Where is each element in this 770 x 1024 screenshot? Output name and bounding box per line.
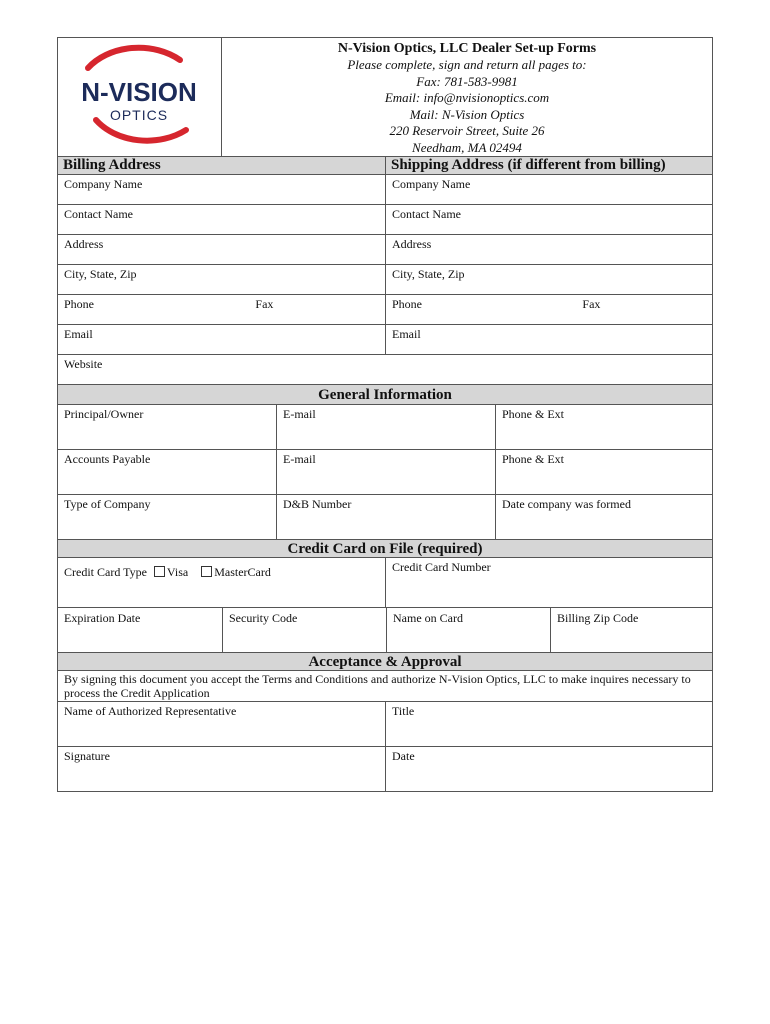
general-heading-row xyxy=(58,384,712,404)
billing-address-field[interactable]: Address xyxy=(64,237,104,251)
mastercard-checkbox[interactable] xyxy=(201,566,212,577)
credit-heading: Credit Card on File (required) xyxy=(58,540,712,557)
acceptance-text: By signing this document you accept the Terms and Conditions and authorize N-Vision Optics, LLC to make inquires necessary to process the Credit Application xyxy=(64,672,691,700)
website-row xyxy=(58,354,712,384)
address-row xyxy=(58,234,712,264)
principal-email-field[interactable]: E-mail xyxy=(276,405,495,449)
address-headers-row xyxy=(58,156,712,174)
ap-email-field[interactable]: E-mail xyxy=(276,450,495,494)
email-line: Email: info@nvisionoptics.com xyxy=(384,90,550,105)
billing-zip-field[interactable]: Billing Zip Code xyxy=(550,608,712,652)
date-formed-field[interactable]: Date company was formed xyxy=(495,495,712,539)
ap-phone-field[interactable]: Phone & Ext xyxy=(495,450,712,494)
dnb-number-field[interactable]: D&B Number xyxy=(276,495,495,539)
accounts-payable-row xyxy=(58,449,712,494)
acceptance-text-row xyxy=(58,670,712,701)
mastercard-label: MasterCard xyxy=(214,565,271,579)
type-of-company-field[interactable]: Type of Company xyxy=(64,497,151,511)
visa-label: Visa xyxy=(166,565,189,579)
logo-wordmark: N-VISION xyxy=(81,77,197,107)
company-row xyxy=(58,174,712,204)
shipping-company-field[interactable]: Company Name xyxy=(385,175,712,204)
billing-city-field[interactable]: City, State, Zip xyxy=(64,267,137,281)
security-code-field[interactable]: Security Code xyxy=(222,608,386,652)
billing-email-field[interactable]: Email xyxy=(64,327,93,341)
form-title: N-Vision Optics, LLC Dealer Set-up Forms xyxy=(337,41,597,56)
billing-contact-field[interactable]: Contact Name xyxy=(64,207,133,221)
contact-row xyxy=(58,204,712,234)
phone-fax-row xyxy=(58,294,712,324)
signature-field[interactable]: Signature xyxy=(64,749,110,763)
billing-heading: Billing Address xyxy=(58,157,385,174)
card-type-row xyxy=(58,557,712,607)
representative-field[interactable]: Name of Authorized Representative xyxy=(64,704,237,718)
visa-checkbox[interactable] xyxy=(154,566,165,577)
billing-phone-field[interactable]: Phone xyxy=(64,297,94,311)
shipping-phone-field[interactable]: Phone xyxy=(385,295,576,324)
shipping-heading: Shipping Address (if different from billing) xyxy=(385,157,712,174)
card-type-label: Credit Card Type xyxy=(64,565,147,579)
shipping-email-field[interactable]: Email xyxy=(385,325,712,354)
principal-field[interactable]: Principal/Owner xyxy=(64,407,144,421)
company-type-row xyxy=(58,494,712,539)
shipping-fax-field[interactable]: Fax xyxy=(582,297,601,311)
date-field[interactable]: Date xyxy=(385,747,712,791)
contact-info xyxy=(222,38,712,156)
signature-row xyxy=(58,746,712,791)
credit-heading-row xyxy=(58,539,712,557)
logo-subtitle: OPTICS xyxy=(109,107,169,123)
principal-phone-field[interactable]: Phone & Ext xyxy=(495,405,712,449)
principal-row xyxy=(58,404,712,449)
city-line: Needham, MA 02494 xyxy=(412,139,522,155)
acceptance-heading-row xyxy=(58,652,712,670)
title-field[interactable]: Title xyxy=(385,702,712,746)
shipping-address-field[interactable]: Address xyxy=(385,235,712,264)
card-number-field[interactable]: Credit Card Number xyxy=(385,558,712,607)
header-row xyxy=(58,38,712,156)
email-row xyxy=(58,324,712,354)
mail-line: Mail: N-Vision Optics xyxy=(409,106,525,122)
general-heading: General Information xyxy=(58,385,712,404)
expiration-field[interactable]: Expiration Date xyxy=(64,611,141,625)
billing-fax-field[interactable]: Fax xyxy=(255,297,274,311)
n-vision-logo-icon xyxy=(58,38,221,156)
street-line: 220 Reservoir Street, Suite 26 xyxy=(389,123,545,138)
card-details-row xyxy=(58,607,712,652)
representative-row xyxy=(58,701,712,746)
dealer-setup-form xyxy=(57,37,713,792)
instructions: Please complete, sign and return all pages to: xyxy=(347,57,587,72)
acceptance-heading: Acceptance & Approval xyxy=(58,653,712,670)
fax-line: Fax: 781-583-9981 xyxy=(416,73,518,89)
card-type-field xyxy=(58,558,385,607)
shipping-contact-field[interactable]: Contact Name xyxy=(385,205,712,234)
name-on-card-field[interactable]: Name on Card xyxy=(386,608,550,652)
city-row xyxy=(58,264,712,294)
billing-company-field[interactable]: Company Name xyxy=(64,177,143,191)
shipping-city-field[interactable]: City, State, Zip xyxy=(385,265,712,294)
accounts-payable-field[interactable]: Accounts Payable xyxy=(64,452,151,466)
billing-website-field[interactable]: Website xyxy=(64,357,103,371)
company-logo xyxy=(58,38,222,156)
